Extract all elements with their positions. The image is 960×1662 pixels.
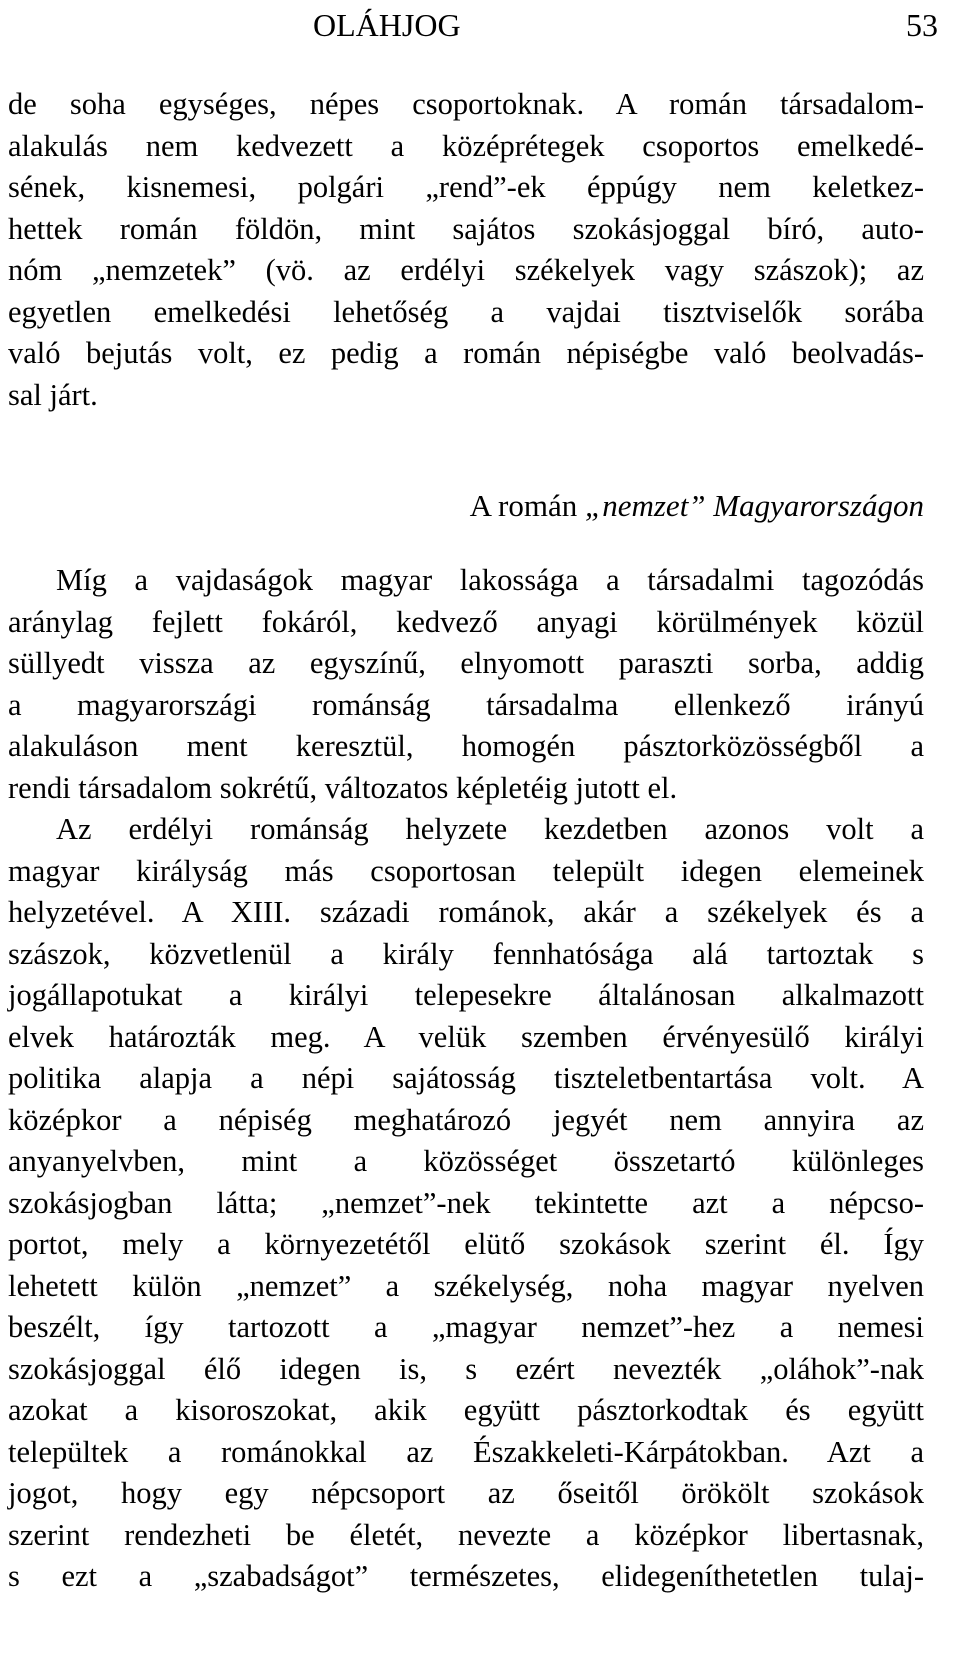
text-line: s ezt a „szabadságot” természetes, elidegeníthetetlen tulaj-	[8, 1559, 924, 1593]
text-line: portot, mely a környezetétől elütő szokások szerint él. Így	[8, 1227, 924, 1261]
running-head: OLÁHJOG	[313, 7, 461, 43]
paragraph-1	[8, 84, 924, 416]
text-line: azokat a kisoroszokat, akik együtt pásztorkodtak és együtt	[8, 1393, 924, 1427]
text-line: szerint rendezheti be életét, nevezte a középkor libertasnak,	[8, 1517, 924, 1552]
text-line: szokásjogban látta; „nemzet”-nek tekintette azt a népcso-	[8, 1185, 924, 1220]
page-number: 53	[906, 7, 938, 43]
text-line: alakuláson ment keresztül, homogén pásztorközösségből a	[8, 729, 924, 763]
section-heading-prefix: A román	[469, 488, 578, 523]
text-line: Míg a vajdaságok magyar lakossága a társadalmi tagozódás	[56, 563, 924, 597]
text-line: nóm „nemzetek” (vö. az erdélyi székelyek vagy szászok); az	[8, 253, 924, 287]
text-line: szokásjoggal élő idegen is, s ezért nevezték „oláhok”-nak	[8, 1351, 924, 1386]
text-line: települtek a románokkal az Északkeleti-Kárpátokban. Azt a	[8, 1434, 924, 1469]
text-line: magyar királyság más csoportosan települt idegen elemeinek	[8, 853, 924, 888]
text-line: egyetlen emelkedési lehetőség a vajdai tisztviselők sorába	[8, 294, 924, 329]
text-line: süllyedt vissza az egyszínű, elnyomott paraszti sorba, addig	[8, 646, 924, 680]
text-line: elvek határozták meg. A velük szemben érvényesülő királyi	[8, 1019, 924, 1054]
text-line: rendi társadalom sokrétű, változatos képletéig jutott el.	[8, 770, 678, 805]
text-line: jogot, hogy egy népcsoport az őseitől örökölt szokások	[8, 1476, 924, 1510]
text-line: Az erdélyi románság helyzete kezdetben azonos volt a	[56, 812, 924, 846]
text-line: sének, kisnemesi, polgári „rend”-ek éppúgy nem keletkez-	[8, 170, 924, 204]
paragraph-2	[8, 560, 924, 809]
text-line: szászok, közvetlenül a király fennhatósága alá tartoztak s	[8, 936, 924, 971]
text-line: de soha egységes, népes csoportoknak. A román társadalom-	[8, 87, 924, 121]
text-line: hettek román földön, mint sajátos szokásjoggal bíró, auto-	[8, 211, 924, 246]
section-body	[8, 560, 924, 1598]
text-line: anyanyelvben, mint a közösséget összetartó különleges	[8, 1144, 924, 1178]
section-heading-title: „nemzet” Magyarországon	[584, 488, 924, 523]
text-line: beszélt, így tartozott a „magyar nemzet”-hez a nemesi	[8, 1310, 924, 1344]
text-line: a magyarországi románság társadalma ellenkező irányú	[8, 687, 924, 722]
text-line: sal járt.	[8, 377, 98, 412]
paragraph-3	[8, 809, 924, 1598]
text-line: lehetett külön „nemzet” a székelység, noha magyar nyelven	[8, 1268, 924, 1303]
text-line: való bejutás volt, ez pedig a román népiségbe való beolvadás-	[8, 336, 924, 370]
page-header	[8, 2, 938, 48]
text-line: jogállapotukat a királyi telepesekre általánosan alkalmazott	[8, 978, 924, 1012]
text-line: politika alapja a népi sajátosság tiszteletbentartása volt. A	[8, 1061, 924, 1095]
text-line: helyzetével. A XIII. századi románok, akár a székelyek és a	[8, 895, 924, 929]
text-line: középkor a népiség meghatározó jegyét nem annyira az	[8, 1102, 924, 1137]
text-line: aránylag fejlett fokáról, kedvező anyagi körülmények közül	[8, 604, 924, 639]
text-line: alakulás nem kedvezett a középrétegek csoportos emelkedé-	[8, 128, 924, 163]
section-heading	[470, 486, 924, 526]
